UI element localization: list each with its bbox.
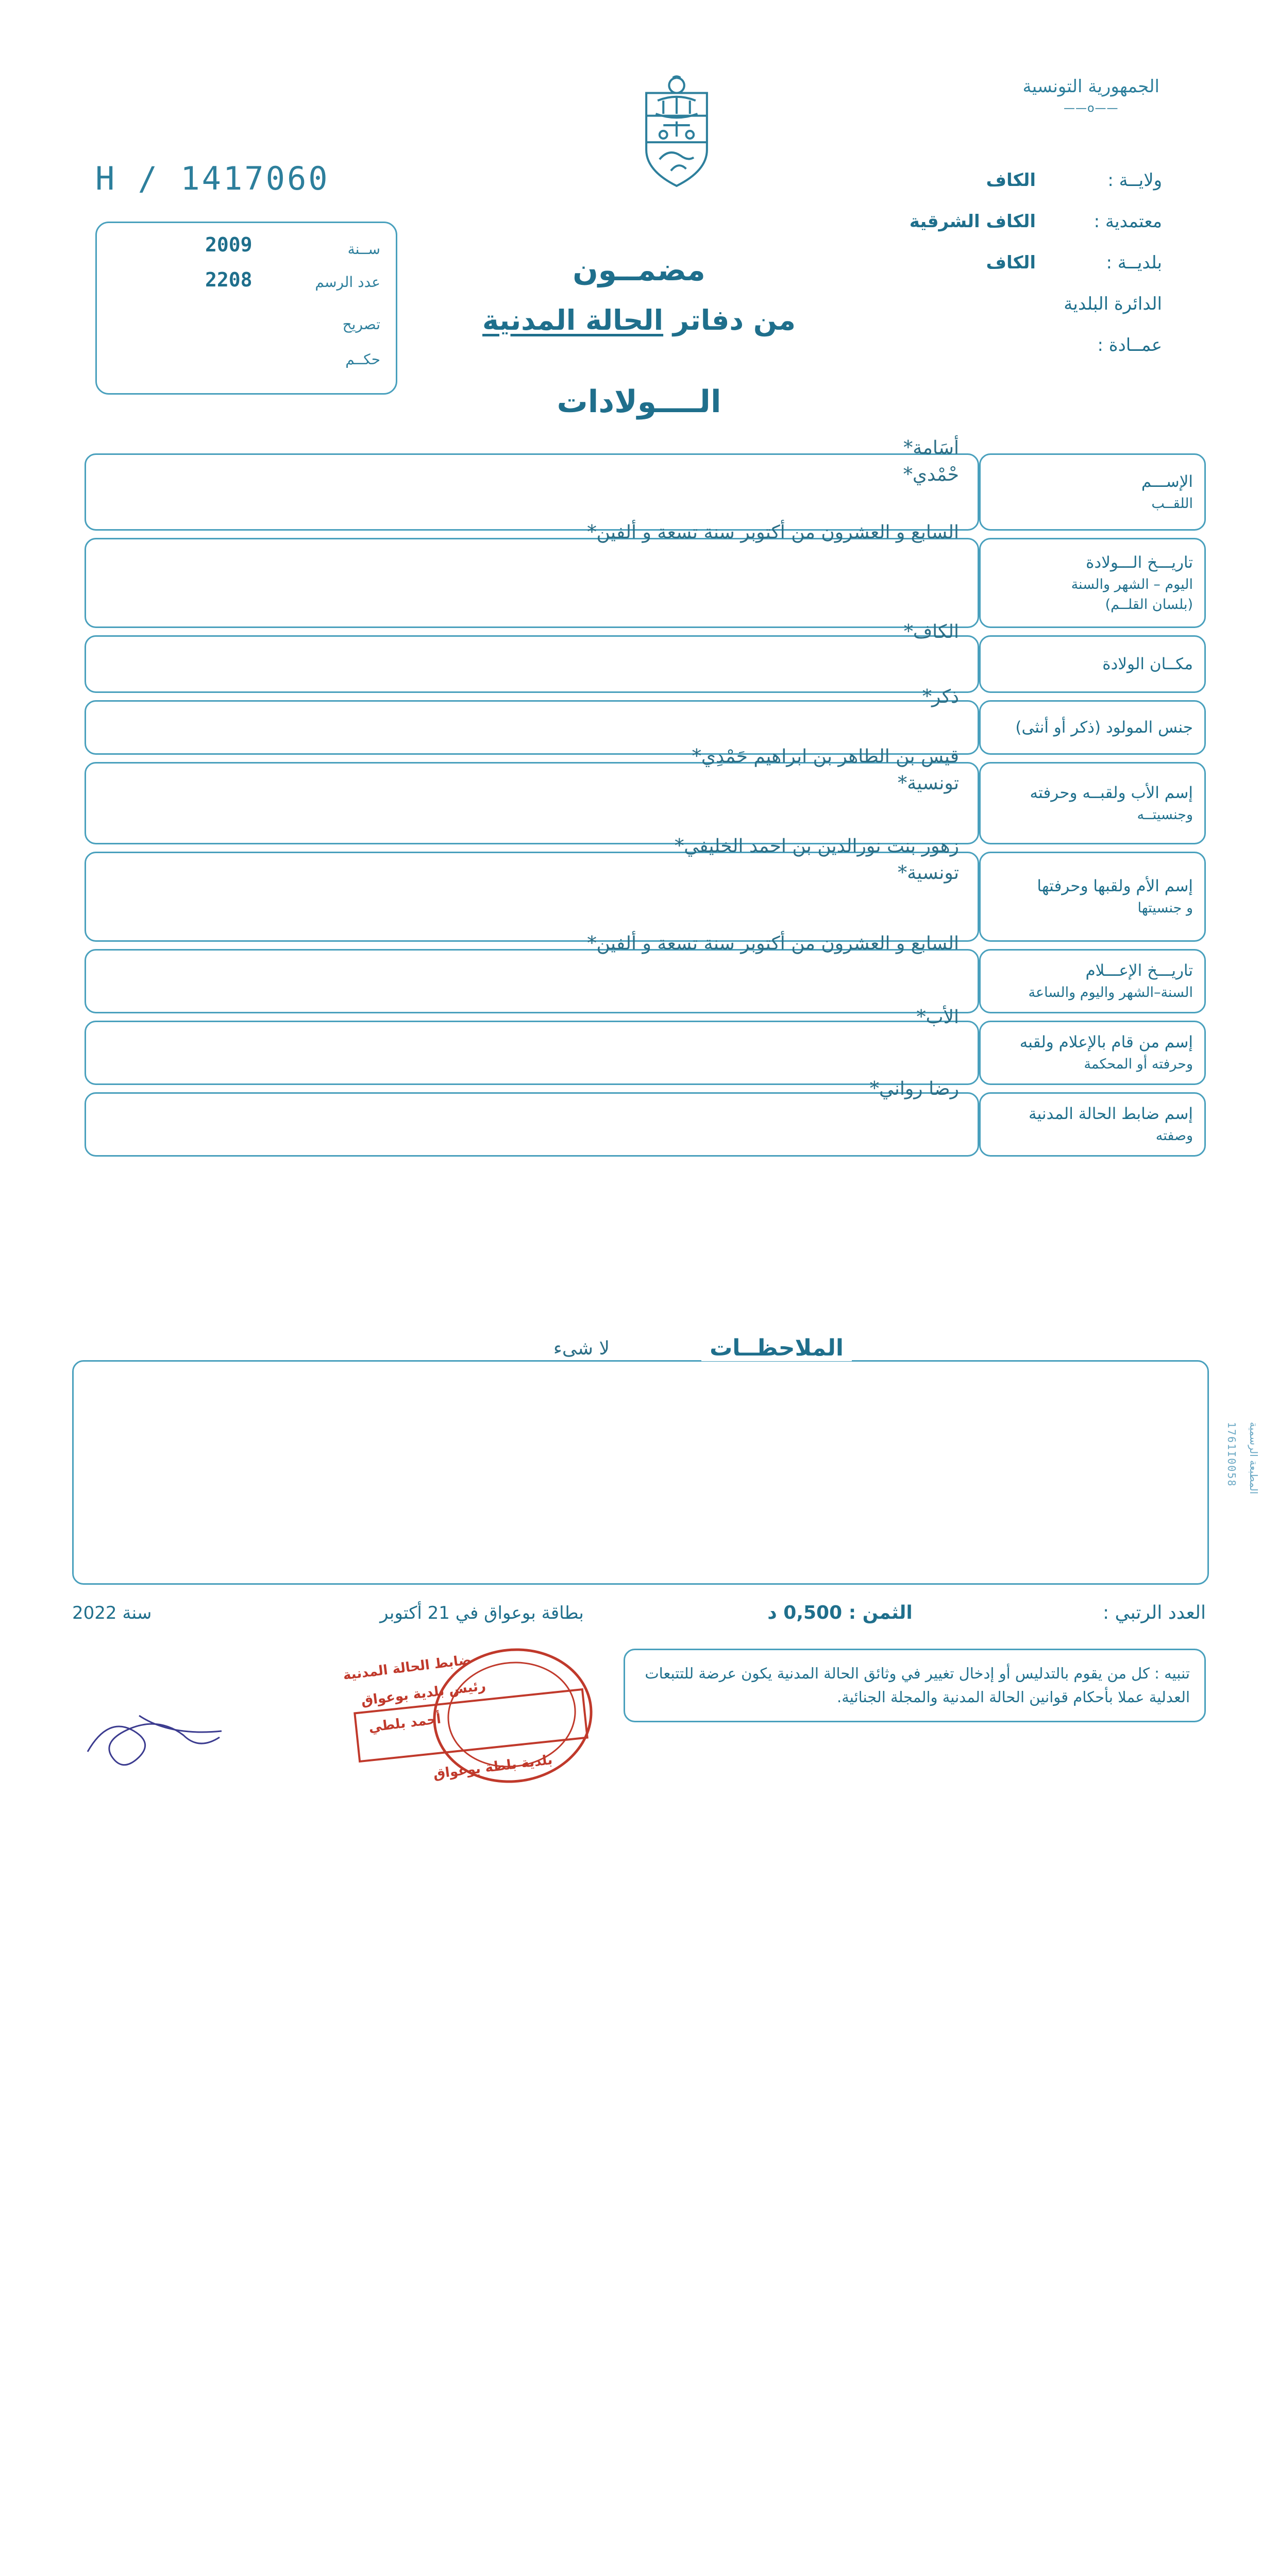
table-row-name — [72, 437, 1206, 531]
value-declaration-date — [85, 933, 979, 1013]
admin-row-wilaya — [894, 170, 1162, 191]
footer-year-label: سنة — [122, 1602, 152, 1623]
label-name-sub: اللقــب — [1151, 495, 1193, 512]
republic-rule: ——o—— — [1064, 102, 1119, 115]
admin-row-baladiya — [894, 252, 1162, 273]
label-father-main: إسم الأب ولقبــه وحرفته — [1030, 783, 1193, 802]
value-birthdate-text: السابع و العشرون من أكتوبر سنة تسعة و ألفين* — [587, 522, 959, 543]
footer-line — [72, 1602, 1206, 1623]
table-row-birthdate — [72, 522, 1206, 628]
value-name — [85, 437, 979, 531]
value-mother-nationality: تونسية* — [898, 862, 959, 884]
label-name-main: الإســـم — [1141, 472, 1193, 491]
stamp-circle-text: بلدية بلطة بوعواق — [432, 1752, 553, 1783]
footer-year-value: 2022 — [72, 1602, 117, 1623]
title-civil-status: الحالة المدنية — [482, 304, 664, 336]
label-birthplace-main: مكــان الولادة — [1102, 654, 1193, 673]
order-number-label: العدد الرتبي : — [1102, 1602, 1206, 1623]
value-officer-text: رضا رواني* — [869, 1078, 959, 1099]
price-block — [696, 1602, 984, 1623]
year-label: ســنة — [347, 241, 380, 258]
serial-prefix: H / — [95, 160, 159, 197]
value-mother — [85, 836, 979, 942]
printer-code: 1761I0058 — [1225, 1422, 1238, 1487]
label-declaration-date — [979, 949, 1206, 1013]
label-birthdate-main: تاريـــخ الـــولادة — [1086, 553, 1193, 572]
admin-row-district — [894, 294, 1162, 314]
warning-box — [624, 1649, 1206, 1722]
admin-label-district: الدائرة البلدية — [1064, 294, 1162, 314]
decorative-border-right — [1219, 1805, 1278, 2576]
value-first-name: أسَامة* — [903, 437, 959, 459]
year-value: 2009 — [205, 233, 253, 256]
label-father-sub: وجنسيتــه — [1137, 806, 1193, 823]
warning-text: تنبيه : كل من يقوم بالتدليس أو إدخال تغيير في وثائق الحالة المدنية يكون عرضة للتتبعات العدلية عملا بأحكام قوانين الحالة المدنية والمجلة الجنائية. — [645, 1665, 1190, 1706]
label-father — [979, 762, 1206, 844]
title-madmoun: مضمــون — [573, 252, 705, 287]
stamp-name: أحمد بلطي — [367, 1711, 442, 1736]
value-birthplace — [85, 621, 979, 693]
notes-value: لا شىء — [548, 1338, 615, 1359]
value-officer — [85, 1078, 979, 1157]
label-birthplace — [979, 635, 1206, 693]
label-officer-main: إسم ضابط الحالة المدنية — [1028, 1105, 1193, 1124]
record-table — [72, 437, 1206, 1164]
admin-label-imada: عمــادة : — [1097, 335, 1162, 355]
value-mother-name: زهور بنت نورالدين بن احمد الخليفي* — [675, 836, 959, 857]
notes-title: الملاحظــات — [701, 1335, 852, 1361]
table-row-declarer — [72, 1007, 1206, 1085]
republic-label: الجمهورية التونسية — [1022, 76, 1159, 97]
price-value: 0,500 د — [767, 1602, 843, 1623]
footer-bar — [72, 1602, 1206, 1623]
value-birthdate — [85, 522, 979, 628]
value-declarer — [85, 1007, 979, 1085]
admin-row-moutamadiya — [894, 211, 1162, 232]
tunisia-coat-of-arms-icon — [628, 72, 726, 191]
card-text: بطاقة بوعواق في 21 أكتوبر — [380, 1602, 584, 1623]
label-mother — [979, 852, 1206, 942]
title-from-registers: من دفاتر — [672, 304, 796, 336]
table-row-declaration-date — [72, 933, 1206, 1013]
label-declarer-sub: وحرفته أو المحكمة — [1084, 1056, 1193, 1073]
label-mother-main: إسم الأم ولقبها وحرفتها — [1037, 877, 1193, 896]
record-number-label: عدد الرسم — [315, 274, 380, 291]
admin-label-baladiya: بلديــة : — [1106, 252, 1162, 273]
value-declaration-date-text: السابع و العشرون من أكتوبر سنة تسعة و ألفين* — [587, 933, 959, 954]
republic-heading — [1023, 76, 1159, 115]
value-birthplace-text: الكاف* — [903, 621, 959, 642]
value-declarer-text: الأب* — [916, 1007, 959, 1028]
label-declaration-date-main: تاريـــخ الإعـــلام — [1085, 961, 1193, 980]
admin-value-wilaya: الكاف — [986, 170, 1036, 191]
label-officer — [979, 1092, 1206, 1157]
price-label: الثمن : — [848, 1602, 913, 1623]
admin-value-baladiya: الكاف — [986, 252, 1036, 273]
title-births: الــــولادات — [557, 384, 721, 420]
table-row-birthplace — [72, 621, 1206, 693]
signature-scribble-icon — [77, 1695, 294, 1772]
administrative-fields — [894, 170, 1162, 376]
label-officer-sub: وصفته — [1155, 1128, 1193, 1144]
value-father — [85, 746, 979, 844]
serial-digits: 1417060 — [180, 160, 330, 197]
footer-year — [72, 1603, 268, 1623]
table-row-father — [72, 746, 1206, 844]
label-sex — [979, 700, 1206, 755]
admin-row-imada — [894, 335, 1162, 355]
notes-box — [72, 1335, 1209, 1585]
serial-number — [95, 160, 330, 197]
label-birthdate — [979, 538, 1206, 628]
table-row-mother — [72, 836, 1206, 942]
official-red-stamp — [342, 1628, 603, 1783]
label-declarer — [979, 1021, 1206, 1085]
table-row-officer — [72, 1078, 1206, 1157]
label-sex-main: جنس المولود (ذكر أو أنثى) — [1015, 718, 1193, 737]
admin-label-wilaya: ولايــة : — [1107, 170, 1162, 191]
label-mother-sub: و جنسيتها — [1137, 900, 1193, 917]
value-father-nationality: تونسية* — [898, 773, 959, 794]
label-birthdate-sub: اليوم – الشهر والسنة — [1071, 576, 1193, 592]
label-declarer-main: إسم من قام بالإعلام ولقبه — [1019, 1033, 1193, 1052]
value-sex-text: ذكر* — [922, 686, 959, 707]
value-father-name: قيس بن الطاهر بن ابراهيم حَمْدِي* — [692, 746, 959, 767]
declaration-label: تصريح — [342, 316, 380, 333]
table-row-sex — [72, 686, 1206, 755]
label-declaration-date-sub: السنة–الشهر واليوم والساعة — [1028, 985, 1193, 1001]
label-birthdate-sub2: (بلسان القلــم) — [1105, 596, 1193, 613]
admin-label-moutamadiya: معتمدية : — [1094, 211, 1162, 232]
value-surname: حْمْدي* — [903, 464, 959, 485]
stamp-line-1: ضابط الحالة المدنية — [342, 1652, 473, 1684]
stamp-line-2: رئيس بلدية بوعواق — [360, 1678, 487, 1709]
record-number-value: 2208 — [205, 268, 253, 291]
admin-value-moutamadiya: الكاف الشرقية — [909, 211, 1036, 232]
label-name — [979, 453, 1206, 531]
printer-mark: المطبعة الرسمية — [1248, 1422, 1260, 1495]
judgement-label: حكــم — [345, 351, 380, 368]
